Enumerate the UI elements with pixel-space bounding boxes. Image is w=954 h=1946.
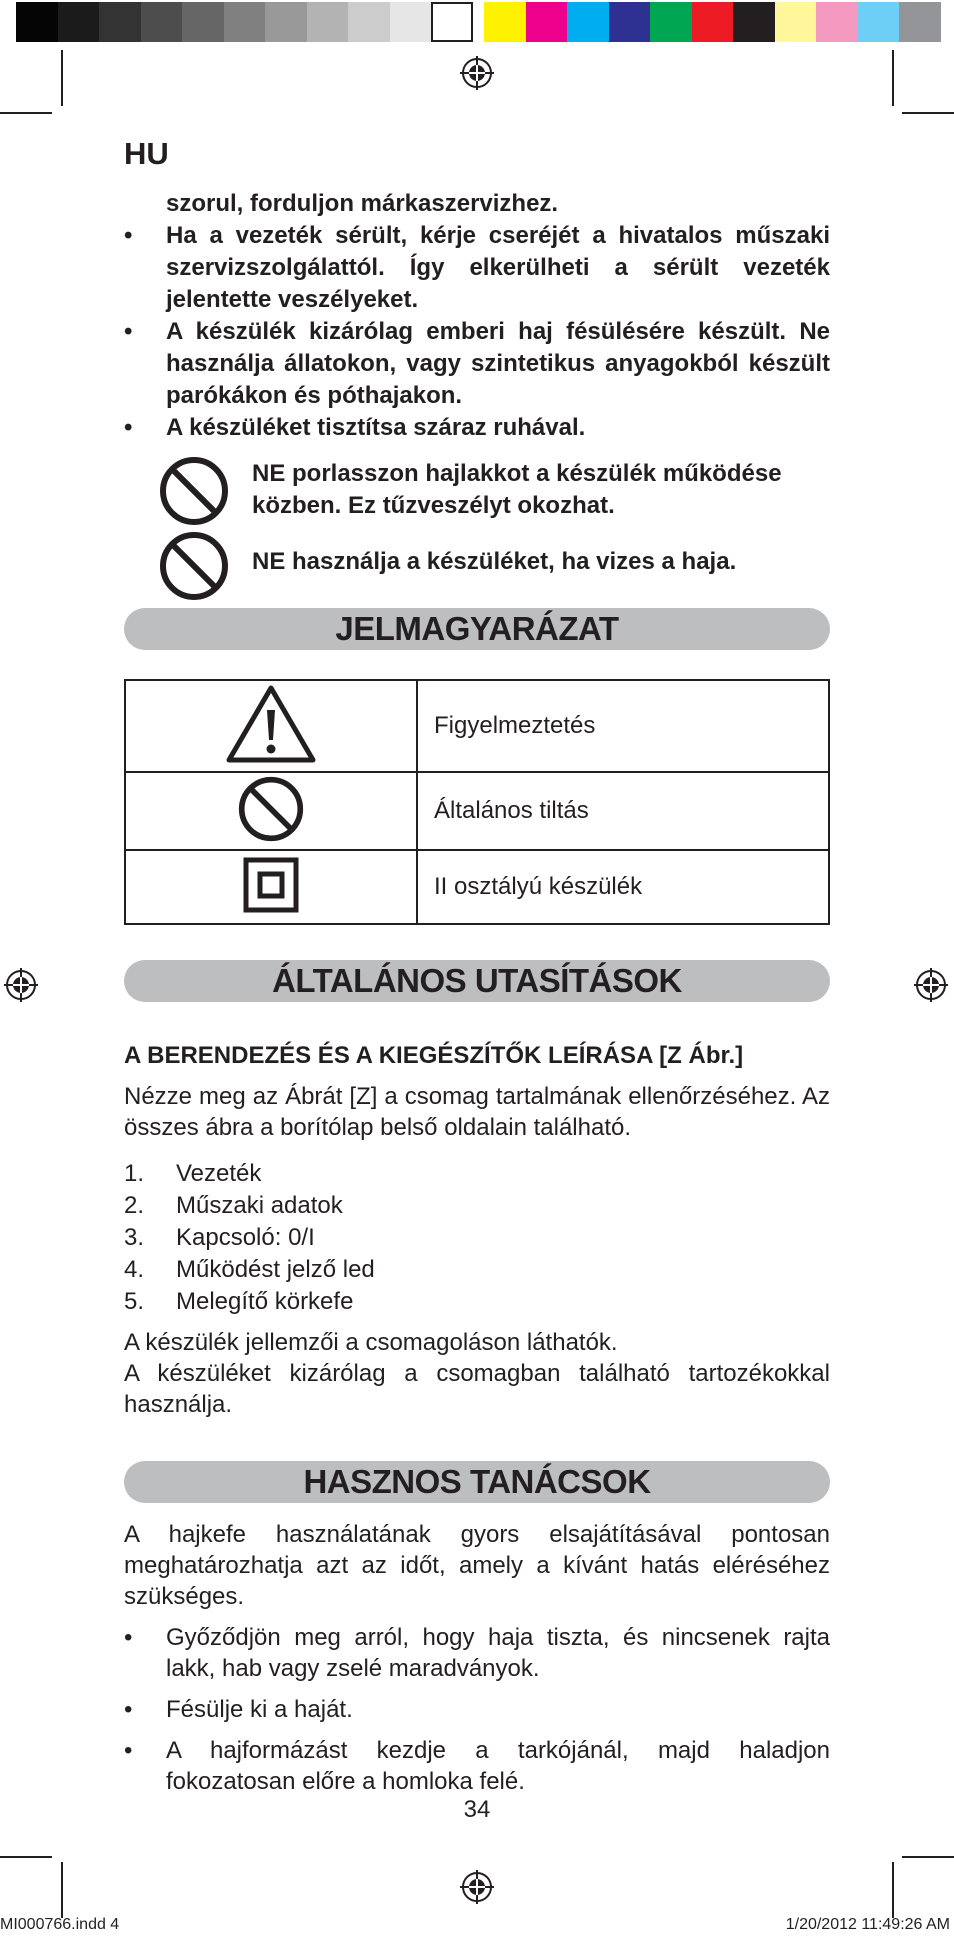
list-item [124, 1158, 375, 1190]
list-number: 4. [124, 1256, 145, 1283]
registration-mark-icon [4, 968, 38, 1002]
gray-swatch [348, 2, 390, 42]
tip-text: Fésülje ki a haját. [166, 1696, 353, 1723]
legend-table [124, 679, 830, 925]
list-text: Melegítő körkefe [176, 1288, 354, 1315]
list-text: Működést jelző led [176, 1256, 375, 1283]
color-swatch [567, 2, 609, 42]
crop-mark [61, 50, 63, 106]
legend-label: Általános tiltás [417, 772, 829, 850]
list-item [124, 316, 830, 412]
color-swatch [609, 2, 651, 42]
color-swatch [733, 2, 775, 42]
crop-mark [0, 112, 52, 114]
tip-text: A hajformázást kezdje a tarkójánál, majd haladjon fokozatosan előre a homloka felé. [166, 1737, 830, 1795]
bullet-text: A készülék kizárólag emberi haj fésülésére készült. Ne használja állatokon, vagy szintetikus anyagokból készült parókákon és póthajakon. [166, 318, 830, 409]
gray-swatch [58, 2, 100, 42]
class-ii-double-square-icon [243, 857, 299, 913]
print-timestamp: 1/20/2012 11:49:26 AM [785, 1916, 950, 1933]
crop-mark [902, 1856, 954, 1858]
note-paragraph: A készülék jellemzői a csomagoláson láthatók. [124, 1329, 618, 1356]
bullet-icon: • [124, 1624, 133, 1651]
safety-list [124, 188, 830, 444]
list-text: Vezeték [176, 1160, 262, 1187]
table-row [125, 772, 829, 850]
list-number: 5. [124, 1288, 145, 1315]
gray-swatch [307, 2, 349, 42]
bullet-continuation: szorul, forduljon márkaszervizhez. [166, 190, 559, 217]
gray-swatch [141, 2, 183, 42]
language-code: HU [124, 136, 169, 171]
list-text: Műszaki adatok [176, 1192, 343, 1219]
color-swatch [484, 2, 526, 42]
prohibition-icon [158, 455, 230, 527]
subheading: A BERENDEZÉS ÉS A KIEGÉSZÍTŐK LEÍRÁSA [Z Ábr.] [124, 1042, 744, 1069]
warning-triangle-icon [223, 682, 319, 766]
color-swatch [858, 2, 900, 42]
bullet-icon: • [124, 1737, 133, 1764]
color-swatch [816, 2, 858, 42]
intro-paragraph: Nézze meg az Ábrát [Z] a csomag tartalmának ellenőrzéséhez. Az összes ábra a borítólap belső oldalain található. [124, 1083, 830, 1141]
gray-swatch [99, 2, 141, 42]
bullet-icon: • [124, 1696, 133, 1723]
crop-mark [892, 50, 894, 106]
list-item [124, 1622, 830, 1684]
note-paragraph: A készüléket kizárólag a csomagban található tartozékokkal használja. [124, 1360, 830, 1418]
prohibition-text: NE porlasszon hajlakkot a készülék működése közben. Ez tűzveszélyt okozhat. [252, 460, 782, 519]
list-item [124, 412, 830, 444]
page-number: 34 [463, 1796, 491, 1823]
color-swatch [526, 2, 568, 42]
crop-mark [61, 1862, 63, 1918]
bullet-text: A készüléket tisztítsa száraz ruhával. [166, 414, 586, 441]
registration-mark-icon [914, 968, 948, 1002]
gray-swatch [182, 2, 224, 42]
color-swatch [692, 2, 734, 42]
bullet-text: Ha a vezeték sérült, kérje cseréjét a hivatalos műszaki szervizszolgálattól. Így elkerülheti a sérült vezeték jelentette veszélyeket. [166, 222, 830, 313]
color-swatch [775, 2, 817, 42]
bullet-icon: • [124, 318, 133, 345]
section-title-legend: JELMAGYARÁZAT [124, 608, 830, 650]
list-item [124, 1286, 375, 1318]
list-number: 2. [124, 1192, 145, 1219]
table-row [125, 850, 829, 924]
tip-text: Győződjön meg arról, hogy haja tiszta, és nincsenek rajta lakk, hab vagy zselé maradványok. [166, 1624, 830, 1682]
gray-swatch [265, 2, 307, 42]
list-number: 1. [124, 1160, 145, 1187]
legend-label: Figyelmeztetés [417, 680, 829, 772]
crop-mark [902, 112, 954, 114]
list-item [124, 1222, 375, 1254]
list-item [124, 1254, 375, 1286]
list-number: 3. [124, 1224, 145, 1251]
crop-mark [892, 1862, 894, 1918]
registration-mark-icon [460, 56, 494, 90]
list-item [124, 1694, 830, 1725]
table-row [125, 680, 829, 772]
tips-intro: A hajkefe használatának gyors elsajátításával pontosan meghatározhatja azt az időt, amely a kívánt hatás eléréséhez szükséges. [124, 1521, 830, 1610]
section-title-general: ÁLTALÁNOS UTASÍTÁSOK [124, 960, 830, 1002]
gray-swatch [16, 2, 58, 42]
gray-swatch [431, 2, 473, 42]
list-text: Kapcsoló: 0/I [176, 1224, 315, 1251]
bullet-icon: • [124, 222, 133, 249]
registration-mark-icon [460, 1870, 494, 1904]
prohibition-icon [158, 530, 230, 602]
tips-list [124, 1622, 830, 1797]
list-item [124, 188, 830, 220]
bullet-icon: • [124, 414, 133, 441]
prohibition-text: NE használja a készüléket, ha vizes a haja. [252, 548, 737, 575]
list-item [124, 220, 830, 316]
color-swatch [650, 2, 692, 42]
list-item [124, 1190, 375, 1222]
list-item [124, 1735, 830, 1797]
section-title-tips: HASZNOS TANÁCSOK [124, 1461, 830, 1503]
file-name: MI000766.indd 4 [0, 1916, 120, 1933]
crop-mark [0, 1856, 52, 1858]
parts-list [124, 1158, 375, 1318]
prohibition-icon [237, 775, 305, 843]
gray-swatch [224, 2, 266, 42]
color-swatch [899, 2, 941, 42]
legend-label: II osztályú készülék [417, 850, 829, 924]
gray-swatch [390, 2, 432, 42]
